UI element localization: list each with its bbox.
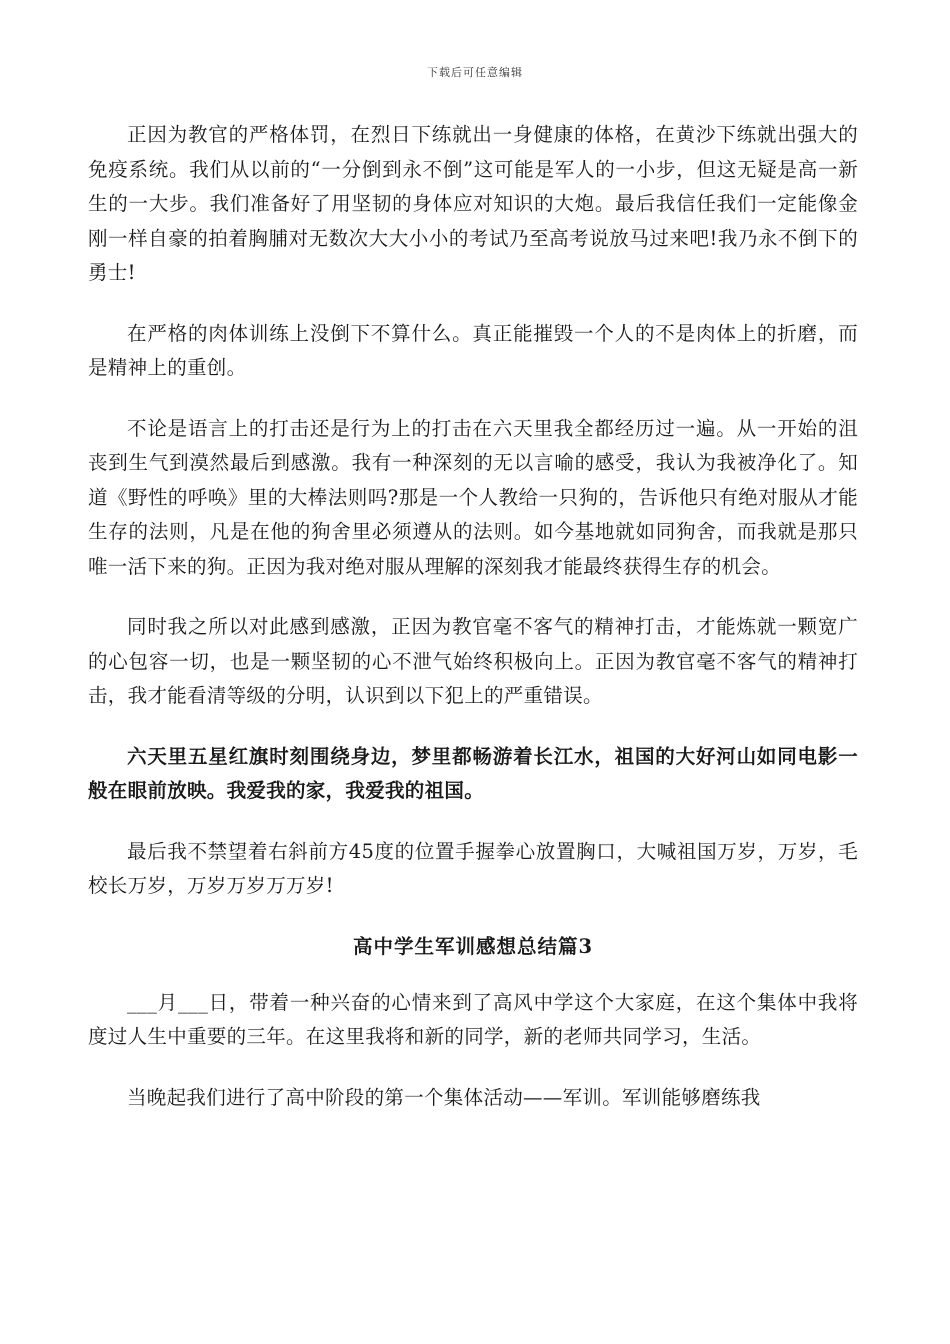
- paragraph-2: 在严格的肉体训练上没倒下不算什么。真正能摧毁一个人的不是肉体上的折磨，而是精神上的重创。: [88, 321, 858, 379]
- header-note: 下载后可任意编辑: [427, 66, 523, 79]
- paragraph-5-bold: 六天里五星红旗时刻围绕身边，梦里都畅游着长江水，祖国的大好河山如同电影一般在眼前放映。我爱我的家，我爱我的祖国。: [88, 744, 858, 802]
- paragraph-3: 不论是语言上的打击还是行为上的打击在六天里我全都经历过一遍。从一开始的沮丧到生气到漠然最后到感激。我有一种深刻的无以言喻的感受，我认为我被净化了。知道《野性的呼唤》里的大棒法则吗?那是一个人教给一只狗的，告诉他只有绝对服从才能生存的法则，凡是在他的狗舍里必须遵从的法则。如今基地就如同狗舍，而我就是那只唯一活下来的狗。正因为我对绝对服从理解的深刻我才能最终获得生存的机会。: [88, 416, 858, 578]
- paragraph-1: 正因为教官的严格体罚，在烈日下练就出一身健康的体格，在黄沙下练就出强大的免疫系统。我们从以前的“一分倒到永不倒”这可能是军人的一小步，但这无疑是高一新生的一大步。我们准备好了用坚韧的身体应对知识的大炮。最后我信任我们一定能像金刚一样自豪的拍着胸脯对无数次大大小小的考试乃至高考说放马过来吧!我乃永不倒下的勇士!: [88, 123, 858, 284]
- paragraph-7: ___月___日，带着一种兴奋的心情来到了高风中学这个大家庭，在这个集体中我将度过人生中重要的三年。在这里我将和新的同学，新的老师共同学习，生活。: [88, 990, 858, 1048]
- paragraph-4: 同时我之所以对此感到感激，正因为教官毫不客气的精神打击，才能炼就一颗宽广的心包容一切，也是一颗坚韧的心不泄气始终积极向上。正因为教官毫不客气的精神打击，我才能看清等级的分明，认识到以下犯上的严重错误。: [88, 615, 858, 707]
- section-heading: 高中学生军训感想总结篇3: [352, 934, 594, 958]
- paragraph-6: 最后我不禁望着右斜前方45度的位置手握拳心放置胸口，大喊祖国万岁，万岁，毛校长万岁，万岁万岁万万岁!: [88, 839, 858, 897]
- document-body: [88, 118, 858, 1115]
- paragraph-8: 当晚起我们进行了高中阶段的第一个集体活动——军训。军训能够磨练我: [127, 1085, 761, 1109]
